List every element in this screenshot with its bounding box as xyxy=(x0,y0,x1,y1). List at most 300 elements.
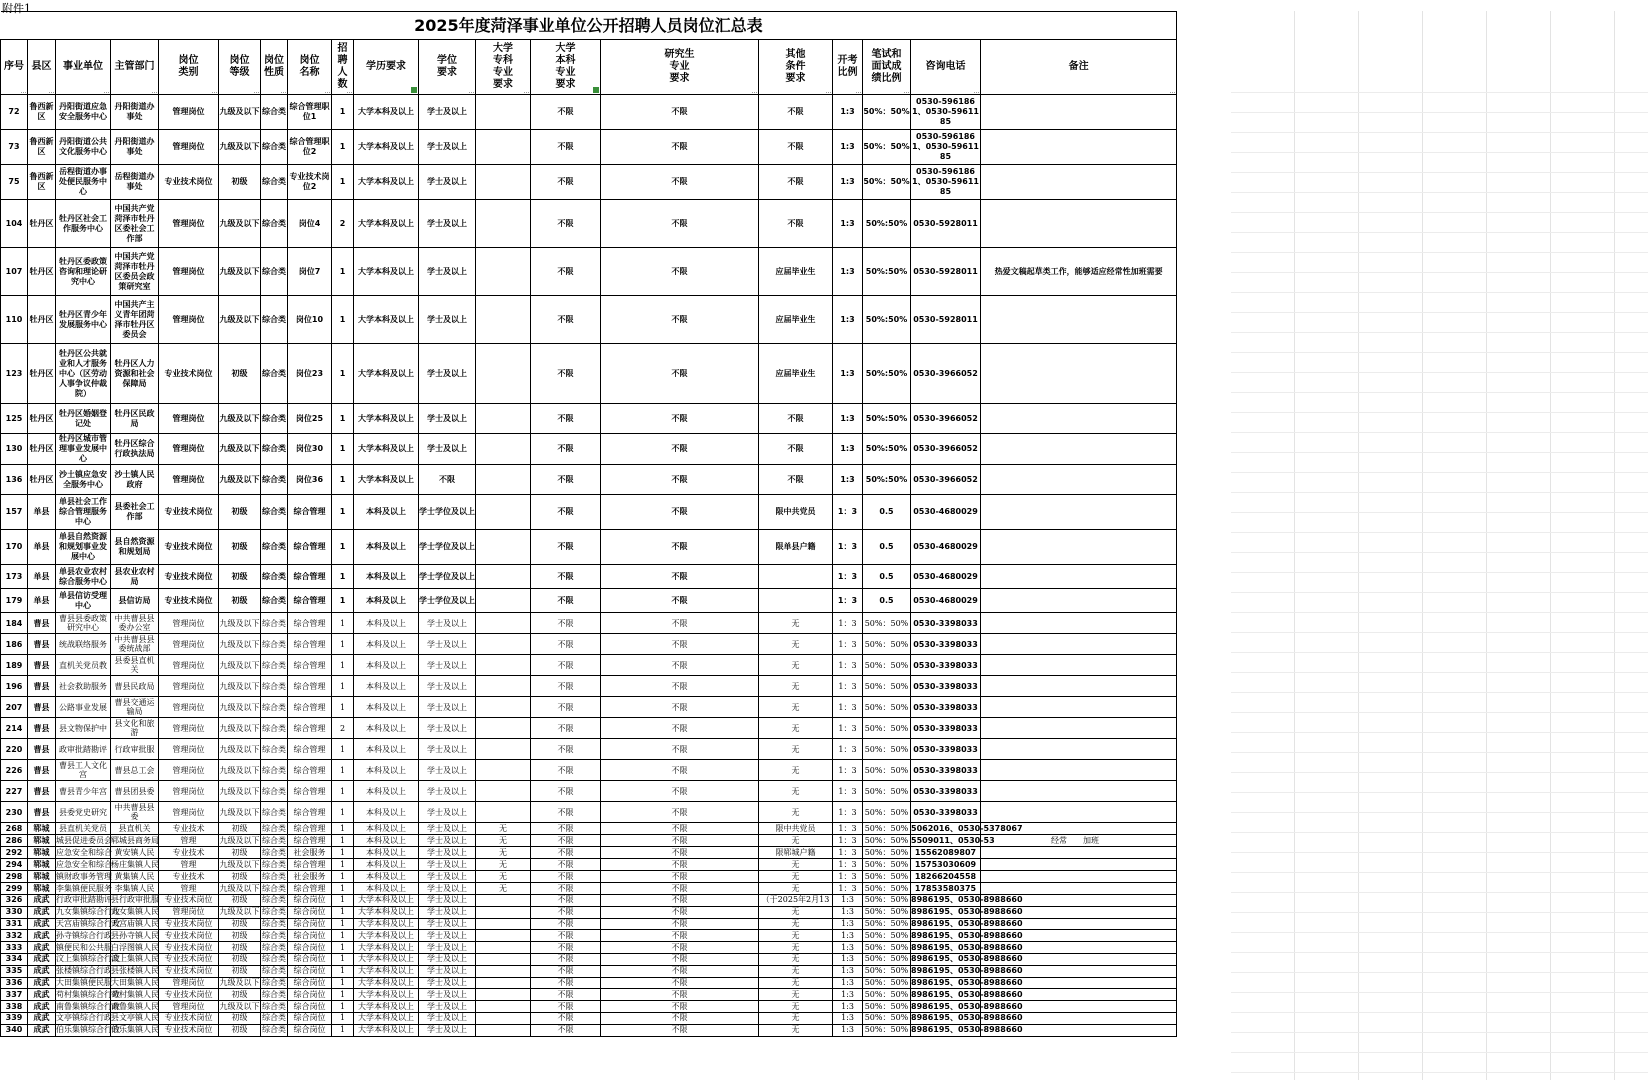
cell-nature[interactable]: 综合类 xyxy=(262,1013,286,1023)
cell-nature[interactable]: 综合类 xyxy=(261,495,288,530)
cell-other[interactable]: 无 xyxy=(759,634,833,655)
cell-category[interactable]: 专业技术岗位 xyxy=(159,565,219,589)
cell-category[interactable]: 管理 xyxy=(159,835,219,847)
cell-graduate-major[interactable]: 不限 xyxy=(601,634,759,655)
cell-category[interactable]: 专业技术岗位 xyxy=(159,942,219,954)
cell-post[interactable]: 岗位10 xyxy=(288,296,332,344)
cell-phone[interactable]: 0530-3398033 xyxy=(911,781,981,802)
cell-other[interactable]: 无 xyxy=(759,965,833,977)
cell-other[interactable]: 不限 xyxy=(759,434,833,465)
cell-ratio[interactable]: 1:3 xyxy=(833,906,863,918)
cell-unit[interactable]: 曹县工人文化宫 xyxy=(56,760,111,781)
cell-dept[interactable]: 行政审批服 xyxy=(111,739,159,760)
cell-edu[interactable]: 本科及以上 xyxy=(354,781,419,802)
cell-level[interactable]: 初级 xyxy=(219,953,261,965)
cell-level[interactable]: 九级及以下 xyxy=(219,655,261,676)
cell-level[interactable]: 初级 xyxy=(219,495,261,530)
cell-county[interactable]: 曹县 xyxy=(28,802,56,823)
cell-post[interactable]: 综合管理 xyxy=(288,823,332,835)
cell-count[interactable]: 1 xyxy=(332,977,354,989)
cell-degree[interactable]: 学士及以上 xyxy=(419,906,476,918)
cell-nature[interactable]: 综合类 xyxy=(262,942,286,952)
cell-post[interactable]: 综合管理 xyxy=(288,655,332,676)
cell-score-ratio[interactable]: 50%：50% xyxy=(863,918,911,930)
cell-phone[interactable]: 5509011、0530-53 xyxy=(911,835,995,845)
cell-bachelor-major[interactable]: 不限 xyxy=(531,676,601,697)
cell-nature[interactable]: 综合类 xyxy=(261,655,288,676)
cell-count[interactable]: 1 xyxy=(332,248,354,296)
cell-nature[interactable]: 综合类 xyxy=(261,589,288,613)
cell-category[interactable]: 专业技术 xyxy=(159,847,219,859)
cell-college-major[interactable] xyxy=(476,989,531,1001)
cell-graduate-major[interactable]: 不限 xyxy=(601,942,759,954)
cell-graduate-major[interactable]: 不限 xyxy=(601,130,759,165)
cell-post[interactable]: 综合岗位 xyxy=(288,1012,332,1024)
cell-seq[interactable]: 338 xyxy=(1,1001,28,1013)
cell-post[interactable]: 岗位30 xyxy=(288,434,332,465)
cell-degree[interactable]: 学士及以上 xyxy=(419,95,476,130)
cell-seq[interactable]: 337 xyxy=(1,989,28,1001)
cell-nature[interactable]: 综合类 xyxy=(261,344,288,404)
cell-county[interactable]: 单县 xyxy=(28,589,56,613)
cell-dept[interactable]: 曹县民政局 xyxy=(111,676,159,697)
cell-level[interactable]: 九级及以下 xyxy=(219,883,260,893)
cell-score-ratio[interactable]: 50%:50% xyxy=(863,344,911,404)
cell-dept[interactable]: 南鲁集镇人民 xyxy=(111,1001,159,1011)
cell-category[interactable]: 管理岗位 xyxy=(159,802,219,823)
cell-graduate-major[interactable]: 不限 xyxy=(601,495,759,530)
filter-dropdown-icon[interactable] xyxy=(21,87,26,93)
filter-dropdown-icon[interactable] xyxy=(104,87,109,93)
cell-score-ratio[interactable]: 50%：50% xyxy=(863,130,911,165)
cell-post[interactable]: 岗位36 xyxy=(288,465,332,495)
cell-degree[interactable]: 学士及以上 xyxy=(419,634,476,655)
cell-seq[interactable]: 268 xyxy=(1,823,28,835)
cell-category[interactable]: 专业技术岗位 xyxy=(159,1024,219,1036)
cell-phone[interactable]: 0530-4680029 xyxy=(911,495,981,530)
cell-edu[interactable]: 本科及以上 xyxy=(354,883,419,895)
cell-count[interactable]: 1 xyxy=(332,965,354,977)
cell-county[interactable]: 牡丹区 xyxy=(28,200,56,248)
cell-graduate-major[interactable]: 不限 xyxy=(601,296,759,344)
cell-edu[interactable]: 大学本科及以上 xyxy=(354,248,419,296)
cell-bachelor-major[interactable]: 不限 xyxy=(531,895,601,907)
cell-score-ratio[interactable]: 50%:50% xyxy=(863,200,911,248)
cell-score-ratio[interactable]: 50%：50% xyxy=(863,895,911,907)
cell-phone[interactable]: 0530-3398033 xyxy=(911,697,981,718)
cell-nature[interactable]: 综合类 xyxy=(262,871,286,881)
cell-bachelor-major[interactable]: 不限 xyxy=(531,977,601,989)
cell-degree[interactable]: 学士及以上 xyxy=(419,953,476,965)
cell-graduate-major[interactable]: 不限 xyxy=(601,823,759,835)
cell-graduate-major[interactable]: 不限 xyxy=(601,165,759,200)
cell-degree[interactable]: 学士及以上 xyxy=(419,248,476,296)
cell-county[interactable]: 郓城 xyxy=(28,871,56,883)
cell-college-major[interactable] xyxy=(476,953,531,965)
col-header-score-ratio[interactable] xyxy=(863,40,911,95)
cell-phone[interactable]: 8986195、0530-8988660 xyxy=(911,989,1023,999)
cell-edu[interactable]: 大学本科及以上 xyxy=(354,953,419,965)
cell-other[interactable] xyxy=(759,589,833,613)
cell-score-ratio[interactable]: 50%：50% xyxy=(863,1012,911,1024)
cell-bachelor-major[interactable]: 不限 xyxy=(531,823,601,835)
cell-dept[interactable]: 中共曹县县委统战部 xyxy=(111,634,159,655)
col-header-dept[interactable] xyxy=(111,40,159,95)
cell-count[interactable]: 1 xyxy=(332,760,354,781)
cell-college-major[interactable] xyxy=(476,1012,531,1024)
cell-ratio[interactable]: 1：3 xyxy=(833,859,863,871)
cell-level[interactable]: 九级及以下 xyxy=(219,718,261,739)
cell-count[interactable]: 1 xyxy=(332,589,354,613)
cell-count[interactable]: 1 xyxy=(332,883,354,895)
cell-remark[interactable] xyxy=(981,200,1177,248)
cell-count[interactable]: 1 xyxy=(332,655,354,676)
cell-graduate-major[interactable]: 不限 xyxy=(601,404,759,434)
cell-edu[interactable]: 本科及以上 xyxy=(354,859,419,871)
cell-ratio[interactable]: 1:3 xyxy=(833,344,863,404)
cell-county[interactable]: 单县 xyxy=(28,495,56,530)
cell-bachelor-major[interactable]: 不限 xyxy=(531,718,601,739)
cell-seq[interactable]: 123 xyxy=(1,344,28,404)
cell-phone[interactable]: 8986195、0530-8988660 xyxy=(911,1013,1023,1023)
cell-remark[interactable] xyxy=(981,613,1177,634)
cell-remark[interactable] xyxy=(981,495,1177,530)
cell-degree[interactable]: 学士及以上 xyxy=(419,847,476,859)
cell-ratio[interactable]: 1：3 xyxy=(833,676,863,697)
cell-level[interactable]: 九级及以下 xyxy=(219,835,260,845)
cell-dept[interactable]: 郓城县商务局 xyxy=(111,835,159,845)
cell-phone[interactable]: 0530-5961861、0530-5961185 xyxy=(911,165,981,200)
cell-nature[interactable]: 综合类 xyxy=(262,930,286,940)
filter-dropdown-icon[interactable] xyxy=(1170,87,1175,93)
cell-bachelor-major[interactable]: 不限 xyxy=(531,465,601,495)
cell-other[interactable]: 无 xyxy=(759,676,833,697)
cell-degree[interactable]: 学士及以上 xyxy=(419,613,476,634)
cell-unit[interactable]: 汶上集镇综合行政 xyxy=(56,954,120,964)
cell-bachelor-major[interactable]: 不限 xyxy=(531,918,601,930)
cell-category[interactable]: 管理岗位 xyxy=(159,739,219,760)
cell-unit[interactable]: 镇便民和公共服 xyxy=(56,942,112,952)
cell-degree[interactable]: 学士学位及以上 xyxy=(419,565,476,589)
cell-unit[interactable]: 单县自然资源和规划事业发展中心 xyxy=(56,530,111,565)
cell-count[interactable]: 1 xyxy=(332,1024,354,1036)
cell-nature[interactable]: 综合类 xyxy=(261,634,288,655)
col-header-level[interactable] xyxy=(219,40,261,95)
cell-seq[interactable]: 189 xyxy=(1,655,28,676)
cell-dept[interactable]: 中国共产党菏泽市牡丹区委员会政策研究室 xyxy=(111,248,159,296)
cell-edu[interactable]: 本科及以上 xyxy=(354,634,419,655)
cell-score-ratio[interactable]: 50%:50% xyxy=(863,296,911,344)
cell-college-major[interactable] xyxy=(476,613,531,634)
cell-phone[interactable]: 0530-3966052 xyxy=(911,434,981,465)
cell-phone[interactable]: 8986195、0530-8988660 xyxy=(911,966,1023,976)
cell-count[interactable]: 1 xyxy=(332,465,354,495)
cell-edu[interactable]: 本科及以上 xyxy=(354,823,419,835)
cell-remark[interactable]: 热爱文稿起草类工作，能够适应经常性加班需要 xyxy=(981,248,1177,296)
cell-ratio[interactable]: 1:3 xyxy=(833,434,863,465)
cell-degree[interactable]: 学士及以上 xyxy=(419,344,476,404)
cell-edu[interactable]: 本科及以上 xyxy=(354,676,419,697)
cell-other[interactable]: 无 xyxy=(759,1024,833,1036)
cell-other[interactable]: 不限 xyxy=(759,200,833,248)
cell-degree[interactable]: 学士及以上 xyxy=(419,200,476,248)
cell-edu[interactable]: 本科及以上 xyxy=(354,697,419,718)
filter-dropdown-icon[interactable] xyxy=(281,87,286,93)
cell-dept[interactable]: 大田集镇人民 xyxy=(111,977,159,987)
cell-graduate-major[interactable]: 不限 xyxy=(601,676,759,697)
cell-nature[interactable]: 综合类 xyxy=(262,954,286,964)
cell-edu[interactable]: 大学本科及以上 xyxy=(354,989,419,1001)
cell-seq[interactable]: 331 xyxy=(1,918,28,930)
cell-nature[interactable]: 综合类 xyxy=(261,404,288,434)
cell-ratio[interactable]: 1:3 xyxy=(833,1001,863,1013)
filter-dropdown-icon[interactable] xyxy=(469,87,474,93)
cell-score-ratio[interactable]: 50%：50% xyxy=(863,760,911,781)
cell-remark[interactable] xyxy=(981,883,1177,895)
cell-post[interactable]: 综合管理 xyxy=(288,495,332,530)
cell-remark[interactable] xyxy=(981,634,1177,655)
cell-edu[interactable]: 本科及以上 xyxy=(354,655,419,676)
cell-ratio[interactable]: 1:3 xyxy=(833,1024,863,1036)
cell-unit[interactable]: 县直机关党员 xyxy=(56,823,111,835)
cell-category[interactable]: 管理岗位 xyxy=(159,1001,219,1013)
cell-dept[interactable]: 中共曹县县委办公室 xyxy=(111,613,159,634)
cell-post[interactable]: 综合岗位 xyxy=(288,918,332,930)
cell-remark[interactable] xyxy=(981,859,1177,871)
col-header-post[interactable] xyxy=(288,40,332,95)
cell-bachelor-major[interactable]: 不限 xyxy=(531,495,601,530)
cell-unit[interactable]: 镇财政事务管理 xyxy=(56,871,112,881)
cell-dept[interactable]: 天宫庙镇人民 xyxy=(111,918,159,928)
cell-county[interactable]: 曹县 xyxy=(28,739,56,760)
cell-degree[interactable]: 学士及以上 xyxy=(419,434,476,465)
cell-remark[interactable] xyxy=(981,781,1177,802)
cell-remark[interactable] xyxy=(981,434,1177,465)
cell-count[interactable]: 1 xyxy=(332,130,354,165)
cell-college-major[interactable] xyxy=(476,655,531,676)
cell-ratio[interactable]: 1：3 xyxy=(833,835,863,847)
cell-edu[interactable]: 大学本科及以上 xyxy=(354,1024,419,1036)
cell-degree[interactable]: 学士及以上 xyxy=(419,781,476,802)
cell-remark[interactable] xyxy=(981,655,1177,676)
cell-seq[interactable]: 294 xyxy=(1,859,28,871)
cell-graduate-major[interactable]: 不限 xyxy=(601,918,759,930)
cell-edu[interactable]: 大学本科及以上 xyxy=(354,942,419,954)
cell-bachelor-major[interactable]: 不限 xyxy=(531,835,601,847)
cell-seq[interactable]: 130 xyxy=(1,434,28,465)
cell-ratio[interactable]: 1：3 xyxy=(833,634,863,655)
cell-nature[interactable]: 综合类 xyxy=(262,895,286,905)
cell-phone[interactable]: 0530-3398033 xyxy=(911,739,981,760)
cell-other[interactable]: 限郓城户籍 xyxy=(759,847,833,859)
cell-graduate-major[interactable]: 不限 xyxy=(601,655,759,676)
cell-level[interactable]: 九级及以下 xyxy=(219,296,261,344)
cell-bachelor-major[interactable]: 不限 xyxy=(531,565,601,589)
cell-edu[interactable]: 大学本科及以上 xyxy=(354,404,419,434)
cell-remark[interactable] xyxy=(981,760,1177,781)
cell-degree[interactable]: 学士学位及以上 xyxy=(419,530,476,565)
cell-county[interactable]: 成武 xyxy=(28,930,56,942)
cell-graduate-major[interactable]: 不限 xyxy=(601,1001,759,1013)
cell-county[interactable]: 郓城 xyxy=(28,859,56,871)
cell-remark[interactable] xyxy=(981,465,1177,495)
cell-count[interactable]: 1 xyxy=(332,802,354,823)
cell-dept[interactable]: 县文化和旅游 xyxy=(111,718,159,739)
cell-seq[interactable]: 173 xyxy=(1,565,28,589)
cell-ratio[interactable]: 1：3 xyxy=(833,760,863,781)
cell-county[interactable]: 牡丹区 xyxy=(28,465,56,495)
cell-post[interactable]: 综合管理 xyxy=(288,530,332,565)
cell-post[interactable]: 综合岗位 xyxy=(288,977,332,989)
cell-other[interactable]: 无 xyxy=(759,918,833,930)
cell-other[interactable]: 无 xyxy=(759,781,833,802)
cell-level[interactable]: 九级及以下 xyxy=(219,200,261,248)
cell-dept[interactable]: 县委县直机关 xyxy=(111,655,159,676)
cell-other[interactable]: 无 xyxy=(759,760,833,781)
cell-dept[interactable]: 县农业农村局 xyxy=(111,565,159,589)
cell-ratio[interactable]: 1:3 xyxy=(833,200,863,248)
cell-dept[interactable]: 曹县团县委 xyxy=(111,781,159,802)
cell-graduate-major[interactable]: 不限 xyxy=(601,613,759,634)
cell-level[interactable]: 九级及以下 xyxy=(219,907,260,917)
cell-unit[interactable]: 应急安全和综合 xyxy=(56,847,112,857)
cell-dept[interactable]: 伯乐集镇人民 xyxy=(111,1025,159,1035)
cell-ratio[interactable]: 1:3 xyxy=(833,965,863,977)
cell-unit[interactable]: 公路事业发展 xyxy=(56,697,111,718)
cell-edu[interactable]: 本科及以上 xyxy=(354,760,419,781)
cell-category[interactable]: 管理岗位 xyxy=(159,248,219,296)
filter-dropdown-icon[interactable] xyxy=(752,87,757,93)
cell-phone[interactable]: 0530-3966052 xyxy=(911,404,981,434)
cell-degree[interactable]: 学士及以上 xyxy=(419,1024,476,1036)
cell-bachelor-major[interactable]: 不限 xyxy=(531,906,601,918)
cell-count[interactable]: 1 xyxy=(332,989,354,1001)
cell-post[interactable]: 社会服务 xyxy=(288,871,332,883)
cell-degree[interactable]: 学士及以上 xyxy=(419,802,476,823)
cell-seq[interactable]: 330 xyxy=(1,906,28,918)
cell-county[interactable]: 成武 xyxy=(28,942,56,954)
cell-level[interactable]: 初级 xyxy=(219,589,261,613)
cell-nature[interactable]: 综合类 xyxy=(261,465,288,495)
cell-remark[interactable] xyxy=(981,697,1177,718)
cell-college-major[interactable] xyxy=(476,248,531,296)
cell-remark[interactable] xyxy=(981,296,1177,344)
cell-count[interactable]: 2 xyxy=(332,718,354,739)
cell-seq[interactable]: 107 xyxy=(1,248,28,296)
cell-phone[interactable]: 8986195、0530-8988660 xyxy=(911,918,1023,928)
cell-post[interactable]: 综合管理 xyxy=(288,802,332,823)
filter-dropdown-icon[interactable] xyxy=(347,87,352,93)
cell-seq[interactable]: 196 xyxy=(1,676,28,697)
cell-nature[interactable]: 综合类 xyxy=(262,1025,286,1035)
cell-category[interactable]: 管理岗位 xyxy=(159,434,219,465)
cell-seq[interactable]: 73 xyxy=(1,130,28,165)
cell-category[interactable]: 管理岗位 xyxy=(159,781,219,802)
filter-dropdown-icon[interactable] xyxy=(524,87,529,93)
cell-category[interactable]: 管理岗位 xyxy=(159,465,219,495)
cell-unit[interactable]: 应急安全和综合 xyxy=(56,859,112,869)
cell-seq[interactable]: 226 xyxy=(1,760,28,781)
cell-nature[interactable]: 综合类 xyxy=(261,781,288,802)
cell-count[interactable]: 1 xyxy=(332,165,354,200)
cell-ratio[interactable]: 1:3 xyxy=(833,165,863,200)
cell-level[interactable]: 初级 xyxy=(219,1012,261,1024)
cell-score-ratio[interactable]: 0.5 xyxy=(863,589,911,613)
cell-ratio[interactable]: 1:3 xyxy=(833,989,863,1001)
cell-phone[interactable]: 0530-3966052 xyxy=(911,344,981,404)
cell-level[interactable]: 初级 xyxy=(219,989,261,1001)
cell-degree[interactable]: 学士及以上 xyxy=(419,895,476,907)
cell-unit[interactable]: 牡丹区委政策咨询和理论研究中心 xyxy=(56,248,111,296)
cell-count[interactable]: 1 xyxy=(332,613,354,634)
cell-bachelor-major[interactable]: 不限 xyxy=(531,344,601,404)
cell-bachelor-major[interactable]: 不限 xyxy=(531,589,601,613)
cell-county[interactable]: 曹县 xyxy=(28,655,56,676)
cell-score-ratio[interactable]: 50%：50% xyxy=(863,739,911,760)
cell-degree[interactable]: 学士及以上 xyxy=(419,989,476,1001)
cell-dept[interactable]: 县自然资源和规划局 xyxy=(111,530,159,565)
cell-unit[interactable]: 沙土镇应急安全服务中心 xyxy=(56,465,111,495)
cell-bachelor-major[interactable]: 不限 xyxy=(531,802,601,823)
cell-seq[interactable]: 170 xyxy=(1,530,28,565)
cell-seq[interactable]: 336 xyxy=(1,977,28,989)
cell-count[interactable]: 1 xyxy=(332,953,354,965)
cell-ratio[interactable]: 1:3 xyxy=(833,930,863,942)
cell-remark[interactable] xyxy=(981,565,1177,589)
cell-county[interactable]: 牡丹区 xyxy=(28,434,56,465)
cell-dept[interactable]: 丹阳街道办事处 xyxy=(111,130,159,165)
cell-dept[interactable]: 县行政审批服 xyxy=(111,895,159,905)
cell-unit[interactable]: 南鲁集镇综合行政 xyxy=(56,1001,120,1011)
cell-college-major[interactable]: 无 xyxy=(476,835,531,847)
cell-remark[interactable]: 经常 加班 xyxy=(981,835,1177,847)
cell-level[interactable]: 初级 xyxy=(219,1024,261,1036)
cell-seq[interactable]: 299 xyxy=(1,883,28,895)
cell-nature[interactable]: 综合类 xyxy=(262,1001,286,1011)
cell-nature[interactable]: 综合类 xyxy=(261,95,288,130)
cell-count[interactable]: 1 xyxy=(332,344,354,404)
cell-category[interactable]: 管理岗位 xyxy=(159,95,219,130)
cell-score-ratio[interactable]: 50%：50% xyxy=(863,989,911,1001)
cell-post[interactable]: 综合管理 xyxy=(288,739,332,760)
cell-post[interactable]: 岗位4 xyxy=(288,200,332,248)
cell-edu[interactable]: 本科及以上 xyxy=(354,565,419,589)
cell-unit[interactable]: 李集镇便民服务 xyxy=(56,883,112,893)
cell-level[interactable]: 九级及以下 xyxy=(219,434,261,465)
cell-graduate-major[interactable]: 不限 xyxy=(601,781,759,802)
cell-seq[interactable]: 104 xyxy=(1,200,28,248)
cell-nature[interactable]: 综合类 xyxy=(261,760,288,781)
cell-level[interactable]: 九级及以下 xyxy=(219,404,261,434)
cell-county[interactable]: 成武 xyxy=(28,1024,56,1036)
cell-unit[interactable]: 县委党史研究 xyxy=(56,802,111,823)
cell-bachelor-major[interactable]: 不限 xyxy=(531,1024,601,1036)
cell-seq[interactable]: 184 xyxy=(1,613,28,634)
cell-ratio[interactable]: 1：3 xyxy=(833,655,863,676)
cell-degree[interactable]: 学士及以上 xyxy=(419,871,476,883)
cell-level[interactable]: 九级及以下 xyxy=(219,977,260,987)
cell-edu[interactable]: 本科及以上 xyxy=(354,847,419,859)
cell-ratio[interactable]: 1:3 xyxy=(833,248,863,296)
cell-ratio[interactable]: 1:3 xyxy=(833,465,863,495)
cell-level[interactable]: 初级 xyxy=(219,530,261,565)
cell-category[interactable]: 管理岗位 xyxy=(159,130,219,165)
cell-ratio[interactable]: 1：3 xyxy=(833,697,863,718)
cell-seq[interactable]: 333 xyxy=(1,942,28,954)
cell-count[interactable]: 1 xyxy=(332,1012,354,1024)
cell-phone[interactable]: 8986195、0530-8988660 xyxy=(911,1001,1023,1011)
cell-degree[interactable]: 学士及以上 xyxy=(419,130,476,165)
